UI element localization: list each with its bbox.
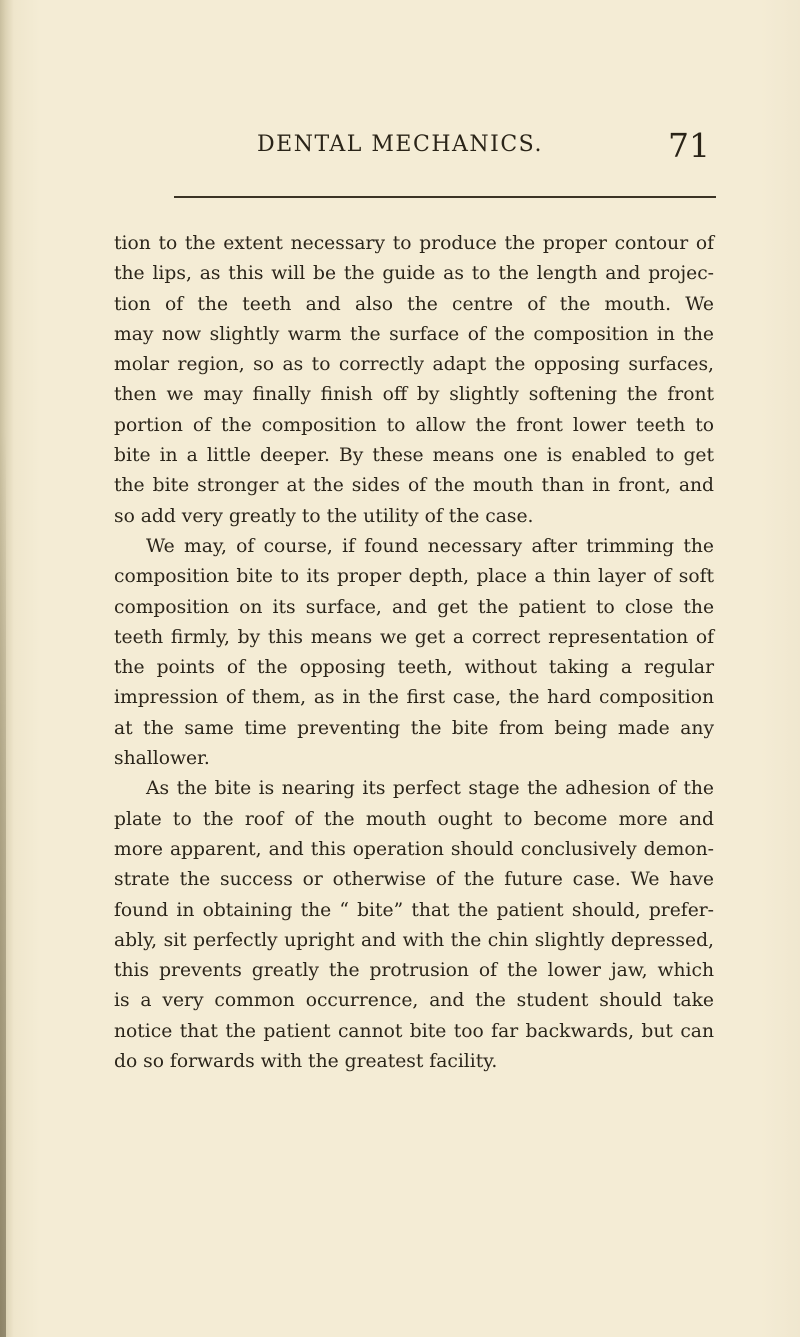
text-line: this prevents greatly the protrusion of the lower jaw, which [114,960,714,982]
text-line: the lips, as this will be the guide as to the length and projec- [114,263,714,285]
text-line: impression of them, as in the first case, the hard composition [114,687,714,709]
binding-shadow [0,430,6,1337]
text-line: the points of the opposing teeth, without taking a regular [114,657,714,679]
paragraph-2 [114,532,714,774]
text-line: tion of the teeth and also the centre of the mouth. We [114,293,714,315]
text-line: plate to the roof of the mouth ought to become more and [114,808,714,830]
text-line: may now slightly warm the surface of the composition in the [114,323,714,345]
text-line: strate the success or otherwise of the future case. We have [114,869,714,891]
text-line: bite in a little deeper. By these means one is enabled to get [114,445,714,467]
text-line: composition bite to its proper depth, place a thin layer of soft [114,566,714,588]
text-line: ably, sit perfectly upright and with the chin slightly depressed, [114,929,714,951]
running-title: DENTAL MECHANICS. [257,132,543,157]
page-number: 71 [668,126,710,165]
text-line: the bite stronger at the sides of the mouth than in front, and [114,475,714,497]
text-line: We may, of course, if found necessary after trimming the [146,535,714,557]
text-line: teeth firmly, by this means we get a correct representation of [114,626,714,648]
text-line: tion to the extent necessary to produce the proper contour of [114,233,714,254]
text-line: then we may finally finish off by slightly softening the front [114,384,714,406]
text-line: at the same time preventing the bite from being made any [114,717,714,739]
paragraph-3 [114,774,714,1077]
paragraph-1 [114,229,714,532]
text-line: As the bite is nearing its perfect stage the adhesion of the [146,778,714,800]
body-text [114,229,714,1077]
text-line: shallower. [114,748,210,770]
running-head [0,126,800,172]
text-line: notice that the patient cannot bite too far backwards, but can [114,1020,714,1042]
text-line: so add very greatly to the utility of the case. [114,505,534,527]
text-line: portion of the composition to allow the front lower teeth to [114,414,714,436]
text-line: do so forwards with the greatest facility. [114,1051,498,1073]
header-rule [174,196,716,198]
text-line: found in obtaining the “ bite” that the patient should, prefer- [114,899,714,921]
text-line: molar region, so as to correctly adapt the opposing surfaces, [114,354,714,376]
text-line: is a very common occurrence, and the student should take [114,990,714,1012]
text-line: more apparent, and this operation should conclusively demon- [114,838,714,860]
text-line: composition on its surface, and get the patient to close the [114,596,714,618]
